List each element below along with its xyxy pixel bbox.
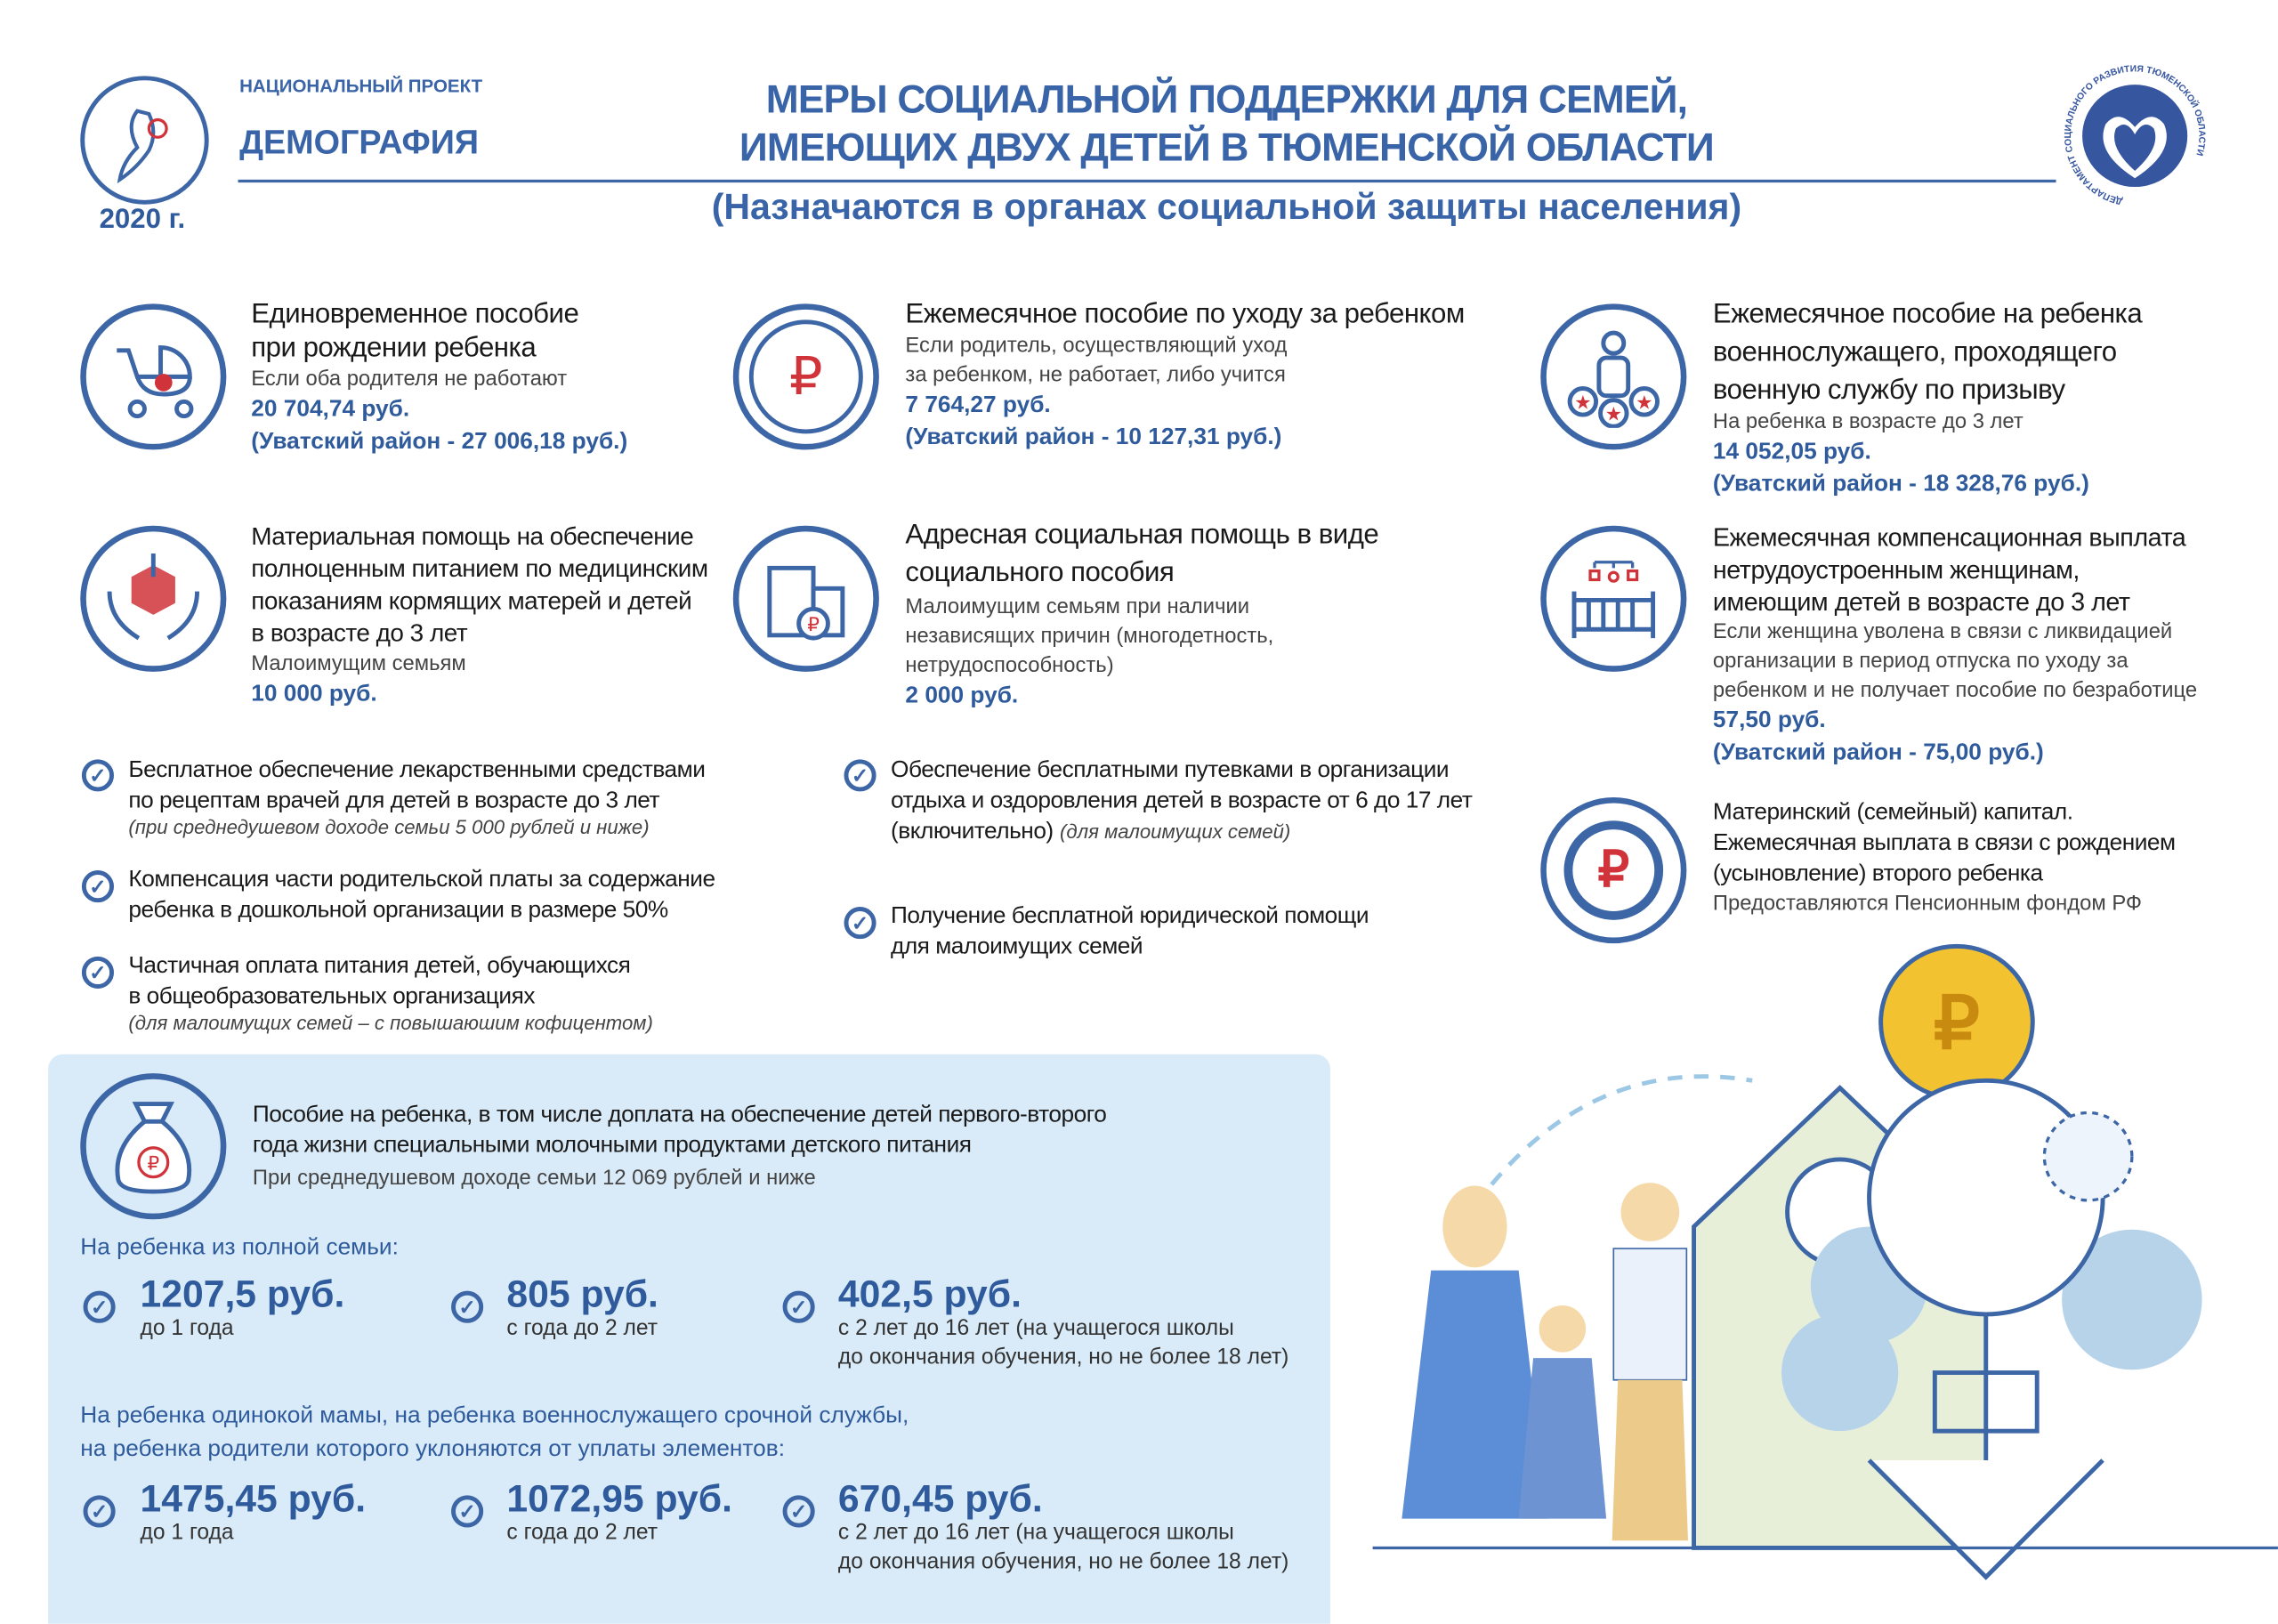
allowance-age: с 2 лет до 16 лет (на учащегося школы [837, 1520, 1234, 1546]
checklist-item [128, 950, 652, 1034]
check-icon: ✓ [82, 957, 114, 989]
building-ruble-icon [733, 526, 879, 672]
checklist-note: (при среднедушевом доходе семьи 5 000 рублей и ниже) [128, 816, 650, 838]
checklist-text: (включительно) [891, 819, 1054, 844]
benefit-desc: Если оба родителя не работают [251, 368, 568, 392]
ruble-coin-icon: ₽ [733, 303, 879, 449]
allowance-age: до 1 года [140, 1520, 234, 1546]
benefit-title: социального пособия [905, 557, 1175, 589]
svg-text:₽: ₽ [147, 1152, 160, 1175]
benefit-uvat-amount: (Уватский район - 27 006,18 руб.) [251, 429, 628, 455]
benefit-title: Ежемесячное пособие на ребенка [1712, 299, 2143, 330]
check-icon: ✓ [844, 759, 876, 791]
benefit-desc: Малоимущим семьям при наличии [905, 595, 1250, 619]
department-logo [2048, 61, 2223, 214]
allowance-title: Пособие на ребенка, в том числе доплата на обеспечение детей первого-второго [252, 1102, 1107, 1127]
stork-icon [108, 96, 181, 183]
benefit-one-time-birth [251, 298, 627, 459]
child-allowance-header [253, 1100, 1106, 1193]
title-line-2: ИМЕЮЩИХ ДВУХ ДЕТЕЙ В ТЮМЕНСКОЙ ОБЛАСТИ [739, 125, 1714, 170]
allowance-age: с года до 2 лет [506, 1315, 658, 1341]
checklist-item [891, 755, 1472, 846]
benefit-title: Материнский (семейный) капитал. [1712, 800, 2073, 826]
allowance-amount: 670,45 руб. [837, 1476, 1043, 1521]
allowance-amount: 1207,5 руб. [140, 1272, 345, 1316]
benefit-desc: ребенком и не получает пособие по безработице [1712, 679, 2198, 703]
svg-text:★: ★ [1636, 392, 1653, 414]
benefit-uvat-amount: (Уватский район - 75,00 руб.) [1712, 739, 2044, 765]
checklist-text: для малоимущих семей [891, 934, 1143, 960]
allowance-item [141, 1478, 367, 1548]
benefit-targeted-aid [905, 517, 1378, 713]
page-title [642, 76, 1811, 172]
child-stars-icon [1540, 303, 1686, 449]
svg-text:★: ★ [1604, 403, 1622, 425]
benefit-title: при рождении ребенка [251, 333, 537, 364]
allowance-item [838, 1478, 1288, 1578]
checklist-item [128, 864, 715, 925]
benefit-title: Ежемесячная компенсационная выплата [1712, 522, 2186, 553]
benefit-title: в возрасте до 3 лет [251, 618, 468, 647]
check-icon: ✓ [783, 1291, 815, 1323]
project-name: ДЕМОГРАФИЯ [239, 122, 480, 161]
allowance-age: до окончания обучения, но не более 18 лет) [837, 1549, 1289, 1574]
allowance-amount: 805 руб. [506, 1272, 658, 1316]
checklist-note: (для малоимущих семей – с повышаюшим кофицентом) [128, 1012, 653, 1034]
benefit-monthly-care [905, 298, 1464, 455]
benefit-title: нетрудоустроенным женщинам, [1712, 554, 2080, 585]
full-family-label: На ребенка из полной семьи: [80, 1235, 399, 1261]
benefit-title: (усыновление) второго ребенка [1712, 861, 2043, 887]
check-icon: ✓ [451, 1495, 483, 1527]
check-icon: ✓ [84, 1495, 116, 1527]
hands-box-icon [80, 526, 226, 672]
benefit-title: Единовременное пособие [251, 299, 579, 330]
thumbs-up-icon [2044, 1112, 2131, 1200]
benefit-desc: организации в период отпуска по уходу за [1712, 650, 2129, 674]
checklist-text: Компенсация части родительской платы за содержание [128, 867, 715, 893]
checklist-text: в общеобразовательных организациях [128, 984, 535, 1009]
allowance-amount: 1475,45 руб. [140, 1476, 367, 1521]
benefit-title: военнослужащего, проходящего [1712, 337, 2117, 368]
allowance-age: с 2 лет до 16 лет (на учащегося школы [837, 1315, 1234, 1341]
check-icon: ✓ [84, 1291, 116, 1323]
benefit-title: Ежемесячное пособие по уходу за ребенком [905, 299, 1465, 330]
svg-text:★: ★ [1574, 392, 1592, 414]
allowance-age: до 1 года [140, 1315, 234, 1341]
demography-logo [80, 76, 208, 204]
check-icon: ✓ [783, 1495, 815, 1527]
benefit-desc: Малоимущим семьям [251, 652, 466, 676]
benefit-desc: за ребенком, не работает, либо учится [905, 363, 1286, 387]
stroller-icon [80, 303, 226, 449]
benefit-desc: Предоставляются Пенсионным фондом РФ [1712, 892, 2143, 916]
single-label-line: на ребенка родители которого уклоняются от уплаты элементов: [80, 1436, 786, 1462]
benefit-desc: На ребенка в возрасте до 3 лет [1712, 410, 2024, 434]
checklist-text: отдыха и оздоровления детей в возрасте от 6 до 17 лет [891, 788, 1473, 814]
checklist-text: по рецептам врачей для детей в возрасте до 3 лет [128, 788, 660, 814]
benefit-title: показаниям кормящих матерей и детей [251, 586, 692, 615]
benefit-amount: 14 052,05 руб. [1712, 439, 1871, 465]
father-figure [1612, 1380, 1688, 1541]
benefit-title: имеющим детей в возрасте до 3 лет [1712, 586, 2130, 617]
benefit-amount: 10 000 руб. [251, 682, 377, 707]
benefit-title: Ежемесячная выплата в связи с рождением [1712, 830, 2176, 856]
benefit-compensation-women [1713, 521, 2197, 770]
benefit-desc: Если родитель, осуществляющий уход [905, 334, 1288, 359]
checklist-note: (для малоимущих семей) [1060, 820, 1291, 843]
checklist-text: Обеспечение бесплатными путевками в организации [891, 757, 1450, 783]
allowance-title: года жизни специальными молочными продуктами детского питания [252, 1133, 972, 1159]
allowance-item [506, 1273, 658, 1344]
check-icon: ✓ [82, 870, 114, 902]
checklist-text: Частичная оплата питания детей, обучающихся [128, 953, 631, 979]
ruble-ring-icon: ₽ [1540, 797, 1686, 943]
benefit-military-child [1713, 298, 2142, 501]
check-icon: ✓ [451, 1291, 483, 1323]
benefit-amount: 7 764,27 руб. [905, 392, 1051, 418]
benefit-title: Материальная помощь на обеспечение [251, 522, 694, 551]
checklist-item [128, 755, 705, 838]
title-line-1: МЕРЫ СОЦИАЛЬНОЙ ПОДДЕРЖКИ ДЛЯ СЕМЕЙ, [765, 77, 1688, 122]
single-label-line: На ребенка одинокой мамы, на ребенка военнослужащего срочной службы, [80, 1403, 909, 1428]
allowance-amount: 402,5 руб. [837, 1272, 1022, 1316]
benefit-title: Адресная социальная помощь в виде [905, 520, 1379, 551]
check-icon: ✓ [82, 759, 114, 791]
benefit-amount: 57,50 руб. [1712, 707, 1826, 733]
girl-figure [1519, 1358, 1606, 1519]
benefit-amount: 2 000 руб. [905, 683, 1019, 708]
allowance-age: до окончания обучения, но не более 18 лет) [837, 1345, 1289, 1370]
allowance-age: с года до 2 лет [506, 1520, 658, 1546]
benefit-amount: 20 704,74 руб. [251, 397, 410, 423]
svg-text:₽: ₽ [1933, 983, 1981, 1065]
year: 2020 г. [99, 204, 186, 236]
svg-text:₽: ₽ [807, 613, 820, 635]
allowance-item [141, 1273, 345, 1344]
department-logo-text-path: ДЕПАРТАМЕНТ СОЦИАЛЬНОГО РАЗВИТИЯ ТЮМЕНСКОЙ ОБЛАСТИ [2063, 64, 2207, 206]
checklist-text: Бесплатное обеспечение лекарственными средствами [128, 757, 706, 783]
project-label: НАЦИОНАЛЬНЫЙ ПРОЕКТ [239, 76, 483, 97]
page-subtitle: (Назначаются в органах социальной защиты населения) [711, 187, 1742, 228]
single-parent-label [80, 1399, 909, 1466]
benefit-title: полноценным питанием по медицинским [251, 554, 708, 583]
benefit-maternity-capital [1713, 797, 2176, 918]
location-pin-icon [1870, 1080, 2104, 1314]
allowance-item [838, 1273, 1288, 1373]
benefit-nutrition-aid [251, 521, 707, 711]
benefit-uvat-amount: (Уватский район - 18 328,76 руб.) [1712, 472, 2089, 497]
checklist-text: ребенка в дошкольной организации в размере 50% [128, 898, 668, 924]
benefit-title: военную службу по призыву [1712, 375, 2065, 407]
check-icon: ✓ [844, 907, 876, 939]
money-bag-icon [80, 1073, 226, 1219]
benefit-desc: Если женщина уволена в связи с ликвидацией [1712, 620, 2173, 644]
benefit-desc: независящих причин (многодетность, [905, 625, 1274, 649]
benefit-desc: нетрудоспособность) [905, 654, 1114, 678]
crib-icon [1540, 526, 1686, 672]
allowance-amount: 1072,95 руб. [506, 1476, 732, 1521]
header-divider [238, 180, 2056, 182]
benefit-uvat-amount: (Уватский район - 10 127,31 руб.) [905, 424, 1282, 450]
checklist-item [891, 901, 1369, 962]
checklist-text: Получение бесплатной юридической помощи [891, 903, 1369, 929]
allowance-desc: При среднедушевом доходе семьи 12 069 рублей и ниже [252, 1167, 816, 1191]
allowance-item [506, 1478, 732, 1548]
family-house-illustration [1373, 934, 2278, 1611]
